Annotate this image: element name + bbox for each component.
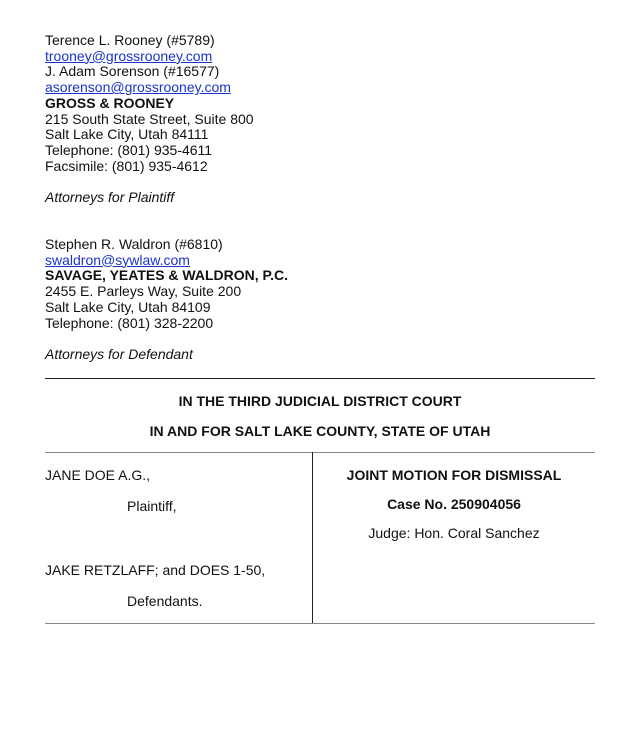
plaintiff-email-1-link[interactable]: trooney@grossrooney.com: [45, 47, 213, 64]
defendant-counsel-block: [45, 237, 288, 331]
defendant-address-line-2: Salt Lake City, Utah 84109: [45, 298, 211, 315]
court-name-line-2: IN AND FOR SALT LAKE COUNTY, STATE OF UTAH: [149, 423, 491, 439]
plaintiff-party-role: Plaintiff,: [127, 498, 177, 514]
plaintiff-party-name: JANE DOE A.G.,: [45, 467, 151, 483]
plaintiff-telephone: Telephone: (801) 935-4611: [45, 141, 213, 158]
defendant-email-1-link[interactable]: swaldron@sywlaw.com: [45, 251, 190, 268]
plaintiff-attorney-2: J. Adam Sorenson (#16577): [45, 63, 220, 80]
case-number: Case No. 250904056: [387, 496, 521, 512]
plaintiff-attorney-1: Terence L. Rooney (#5789): [45, 32, 215, 48]
defendant-telephone: Telephone: (801) 328-2200: [45, 314, 214, 331]
plaintiff-address-line-1: 215 South State Street, Suite 800: [45, 110, 254, 127]
plaintiff-counsel-block: [45, 33, 254, 174]
document-title: JOINT MOTION FOR DISMISSAL: [346, 467, 562, 483]
defendant-party-name: JAKE RETZLAFF; and DOES 1-50,: [45, 562, 266, 578]
header-divider: [45, 378, 595, 379]
defendant-party-role: Defendants.: [127, 593, 203, 609]
court-name-line-1: IN THE THIRD JUDICIAL DISTRICT COURT: [178, 393, 462, 409]
defendant-address-line-1: 2455 E. Parleys Way, Suite 200: [45, 283, 242, 300]
defendant-attorney-1: Stephen R. Waldron (#6810): [45, 236, 223, 252]
plaintiff-email-2-link[interactable]: asorenson@grossrooney.com: [45, 79, 231, 96]
caption-bottom-rule: [45, 623, 595, 624]
plaintiff-address-line-2: Salt Lake City, Utah 84111: [45, 126, 209, 143]
defendant-attorneys-role: Attorneys for Defendant: [45, 346, 193, 362]
plaintiff-firm-name: GROSS & ROONEY: [45, 94, 175, 111]
judge-name: Judge: Hon. Coral Sanchez: [368, 525, 540, 541]
plaintiff-attorneys-role: Attorneys for Plaintiff: [45, 189, 175, 205]
plaintiff-facsimile: Facsimile: (801) 935-4612: [45, 157, 208, 174]
defendant-firm-name: SAVAGE, YEATES & WALDRON, P.C.: [45, 267, 288, 284]
caption-top-rule: [45, 452, 595, 453]
